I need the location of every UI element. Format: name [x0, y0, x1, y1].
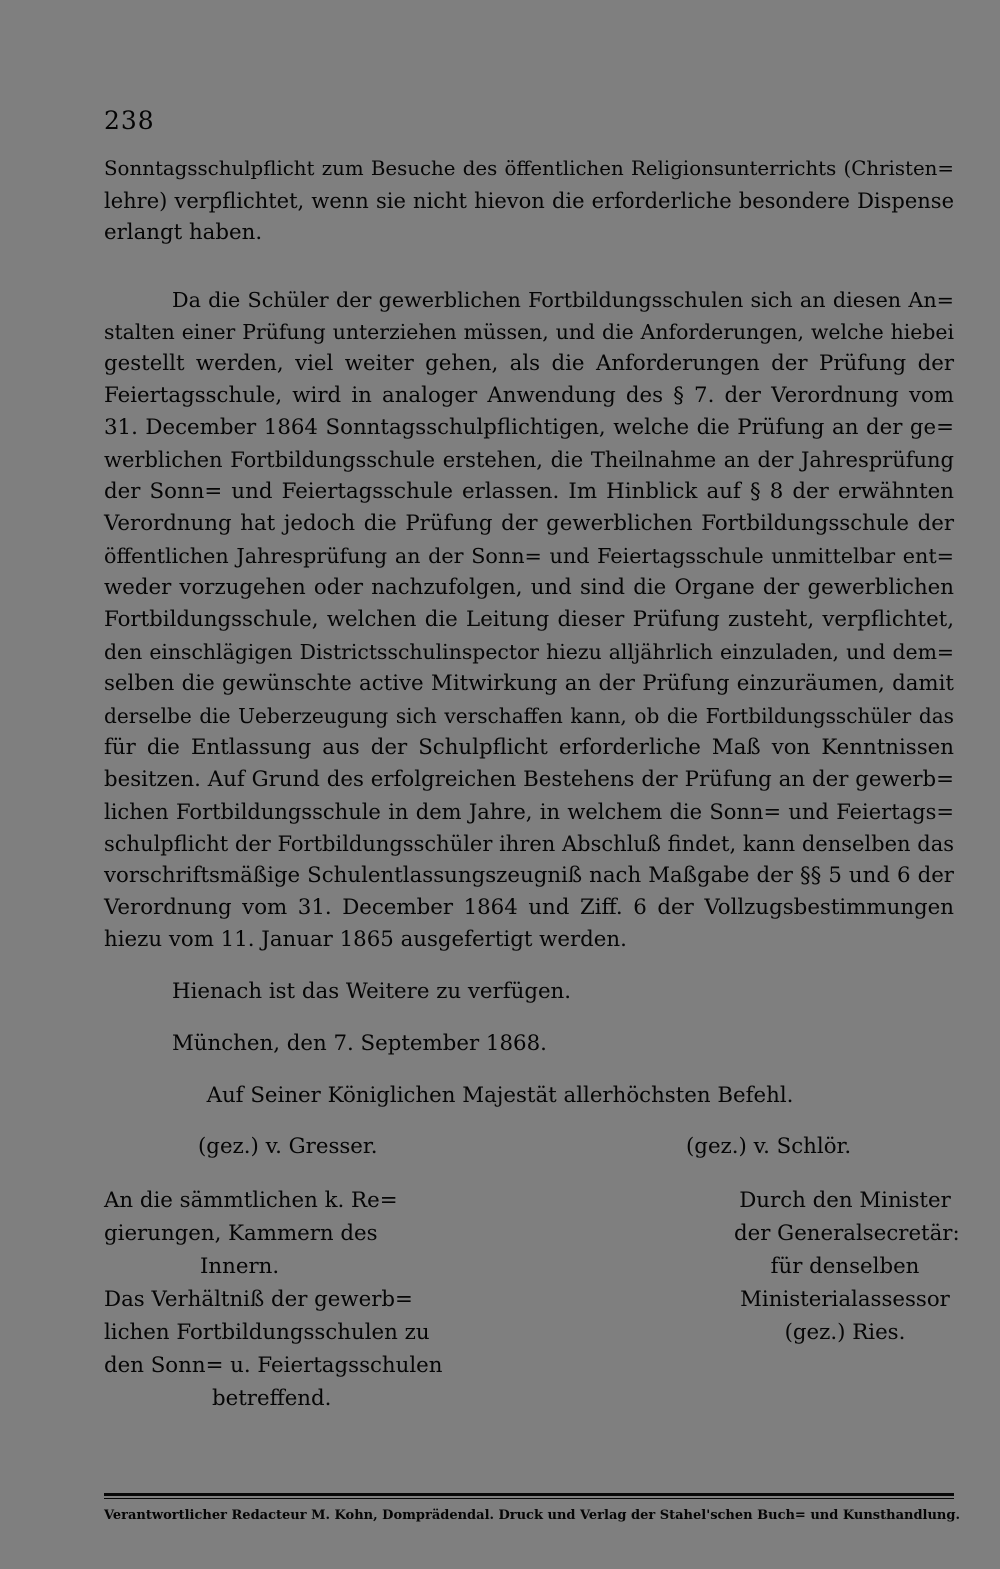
- text-line: derselbe die Ueberzeugung sich verschaffen kann, ob die Fortbildungsschüler das: [104, 704, 954, 728]
- text-line: schulpflicht der Fortbildungsschüler ihren Abschluß findet, kann denselben das: [104, 832, 954, 856]
- text-line: weder vorzugehen oder nachzufolgen, und sind die Organe der gewerblichen: [104, 575, 954, 600]
- text-line: selben die gewünschte active Mitwirkung an der Prüfung einzuräumen, damit: [104, 671, 954, 696]
- text-line: stalten einer Prüfung unterziehen müssen, und die Anforderungen, welche hiebei: [104, 320, 954, 344]
- text-line: Verordnung vom 31. December 1864 und Ziff. 6 der Vollzugsbestimmungen: [104, 895, 954, 920]
- text-line: den einschlägigen Districtsschulinspector hiezu alljährlich einzuladen, und dem=: [104, 640, 954, 664]
- secretary-line: Ministerialassessor: [740, 1287, 950, 1312]
- address-line: den Sonn= u. Feiertagsschulen: [104, 1353, 443, 1378]
- text-line: werblichen Fortbildungsschule erstehen, die Theilnahme an der Jahresprüfung: [104, 448, 954, 472]
- secretary-line: (gez.) Ries.: [784, 1320, 906, 1345]
- text-line: Sonntagsschulpflicht zum Besuche des öffentlichen Religionsunterrichts (Christen=: [104, 157, 954, 180]
- address-block: [104, 1184, 442, 1415]
- text-line: besitzen. Auf Grund des erfolgreichen Bestehens der Prüfung an der gewerb=: [104, 767, 954, 792]
- text-line: Fortbildungsschule, welchen die Leitung dieser Prüfung zusteht, verpflichtet,: [104, 607, 954, 632]
- secretary-line: für denselben: [770, 1254, 920, 1279]
- text-line: der Sonn= und Feiertagsschule erlassen. Im Hinblick auf § 8 der erwähnten: [104, 479, 954, 504]
- page-number: 238: [104, 106, 155, 135]
- closing-sentence: Hienach ist das Weitere zu verfügen.: [172, 979, 572, 1004]
- paragraph-continuation: [104, 153, 954, 249]
- address-line: gierungen, Kammern des: [104, 1221, 378, 1246]
- text-line: hiezu vom 11. Januar 1865 ausgefertigt werden.: [104, 927, 627, 952]
- text-line: lehre) verpflichtet, wenn sie nicht hievon die erforderliche besondere Dispense: [104, 189, 954, 213]
- text-line: erlangt haben.: [104, 220, 263, 245]
- imprint-footer: [104, 1508, 960, 1523]
- address-line: betreffend.: [212, 1386, 332, 1411]
- signature-right: (gez.) v. Schlör.: [686, 1134, 852, 1159]
- footer-rule-thin: [104, 1498, 954, 1499]
- paragraph-main: [104, 284, 954, 956]
- text-line: vorschriftsmäßige Schulentlassungszeugniß nach Maßgabe der §§ 5 und 6 der: [104, 863, 954, 888]
- footer-editor: Verantwortlicher Redacteur M. Kohn, Domprädendal.: [104, 1508, 495, 1523]
- text-line: für die Entlassung aus der Schulpflicht erforderliche Maß von Kenntnissen: [104, 735, 954, 760]
- text-line: gestellt werden, viel weiter gehen, als die Anforderungen der Prüfung der: [104, 351, 954, 376]
- signature-left: (gez.) v. Gresser.: [198, 1134, 378, 1159]
- place-date: München, den 7. September 1868.: [172, 1031, 547, 1056]
- text-line: Feiertagsschule, wird in analoger Anwendung des § 7. der Verordnung vom: [104, 383, 954, 408]
- address-line: An die sämmtlichen k. Re=: [104, 1188, 398, 1213]
- text-line: 31. December 1864 Sonntagsschulpflichtigen, welche die Prüfung an der ge=: [104, 415, 954, 440]
- secretary-line: Durch den Minister: [739, 1188, 951, 1213]
- address-line: Das Verhältniß der gewerb=: [104, 1287, 413, 1312]
- footer-printer: Druck und Verlag der Stahel'schen Buch= und Kunsthandlung.: [498, 1508, 960, 1523]
- secretary-line: der Generalsecretär:: [734, 1221, 960, 1246]
- text-line: öffentlichen Jahresprüfung an der Sonn= und Feiertagsschule unmittelbar ent=: [104, 544, 954, 568]
- secretary-block: [734, 1184, 960, 1349]
- address-line: Innern.: [200, 1254, 280, 1279]
- address-line: lichen Fortbildungsschulen zu: [104, 1320, 430, 1345]
- royal-command-line: Auf Seiner Königlichen Majestät allerhöchsten Befehl.: [206, 1083, 794, 1108]
- footer-rule-thick: [104, 1493, 954, 1496]
- text-line: lichen Fortbildungsschule in dem Jahre, in welchem die Sonn= und Feiertags=: [104, 800, 954, 824]
- text-line: Da die Schüler der gewerblichen Fortbildungsschulen sich an diesen An=: [172, 288, 954, 312]
- text-line: Verordnung hat jedoch die Prüfung der gewerblichen Fortbildungsschule der: [104, 511, 954, 536]
